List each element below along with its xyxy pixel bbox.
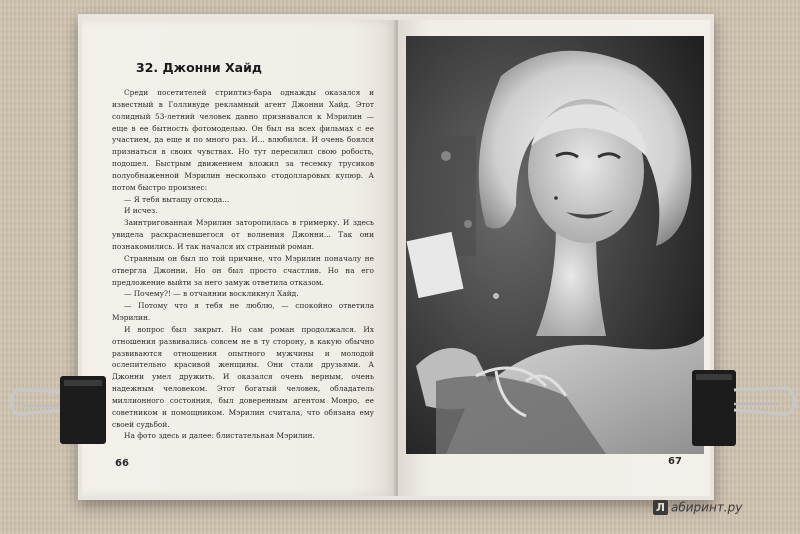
portrait-photo: [406, 36, 704, 454]
binder-clip-icon: [8, 376, 108, 444]
paragraph: И вопрос был закрыт. Но сам роман продолжался. Их отношения развивались совсем не в ту сторону, в какую обычно развиваются отношения опытного мужчины и молодой ослепительно красивой женщины. Они стали друзьями. А Джонни умел дружить. И оказался очень верным, очень надежным человеком. Этот богатый человек, обладатель миллионного состояния, был доверенным агентом Монро, ее советником и помощником. Мэрилин считала, что обязана ему своей судьбой.: [112, 324, 374, 429]
chapter-body: [112, 87, 374, 442]
paragraph: На фото здесь и далее: блистательная Мэрилин.: [124, 431, 315, 441]
page-number-left: 66: [115, 458, 129, 469]
page-number-right: 67: [668, 456, 682, 467]
portrait-photo-icon: [406, 36, 704, 454]
paragraph: Заинтригованная Мэрилин заторопилась в гримерку. И здесь увидела раскрасневшегося от волнения Джонни... Так они познакомились. И так начался их странный роман.: [112, 218, 374, 251]
chapter-title: 32. Джонни Хайд: [136, 60, 262, 75]
labirint-logo-icon: Л: [653, 500, 668, 515]
paragraph: — Потому что я тебя не люблю, — спокойно ответила Мэрилин.: [112, 301, 374, 323]
paragraph: Странным он был по той причине, что Мэрилин поначалу не отвергла Джонни. Но он был просто счастлив. Но на его предложение выйти за него замуж ответила отказом.: [112, 253, 374, 287]
paragraph: И исчез.: [124, 206, 158, 216]
paragraph: Среди посетителей стриптиз-бара однажды оказался и известный в Голливуде рекламный агент Джонни Хайд. Этот солидный 53-летний человек давно признавался к Мэрилин — еще в ее бытность фотомоделью. Он был на всех фильмах с ее участием, да еще и по много раз. И... влюбился. И очень боялся признаться в своих чувствах. Но тут пересилил свою робость, подошел. Быстрым движением вложил за тесемку трусиков полуобнаженной Мэрилин несколько стодолларовых купюр. А потом быстро произнес:: [112, 88, 374, 192]
paragraph: — Почему?! — в отчаянии воскликнул Хайд.: [124, 289, 299, 299]
watermark: [653, 500, 742, 515]
binder-clip-icon: [690, 370, 800, 446]
watermark-text: абиринт.ру: [671, 500, 743, 515]
paragraph: — Я тебя вытащу отсюда...: [124, 194, 230, 204]
